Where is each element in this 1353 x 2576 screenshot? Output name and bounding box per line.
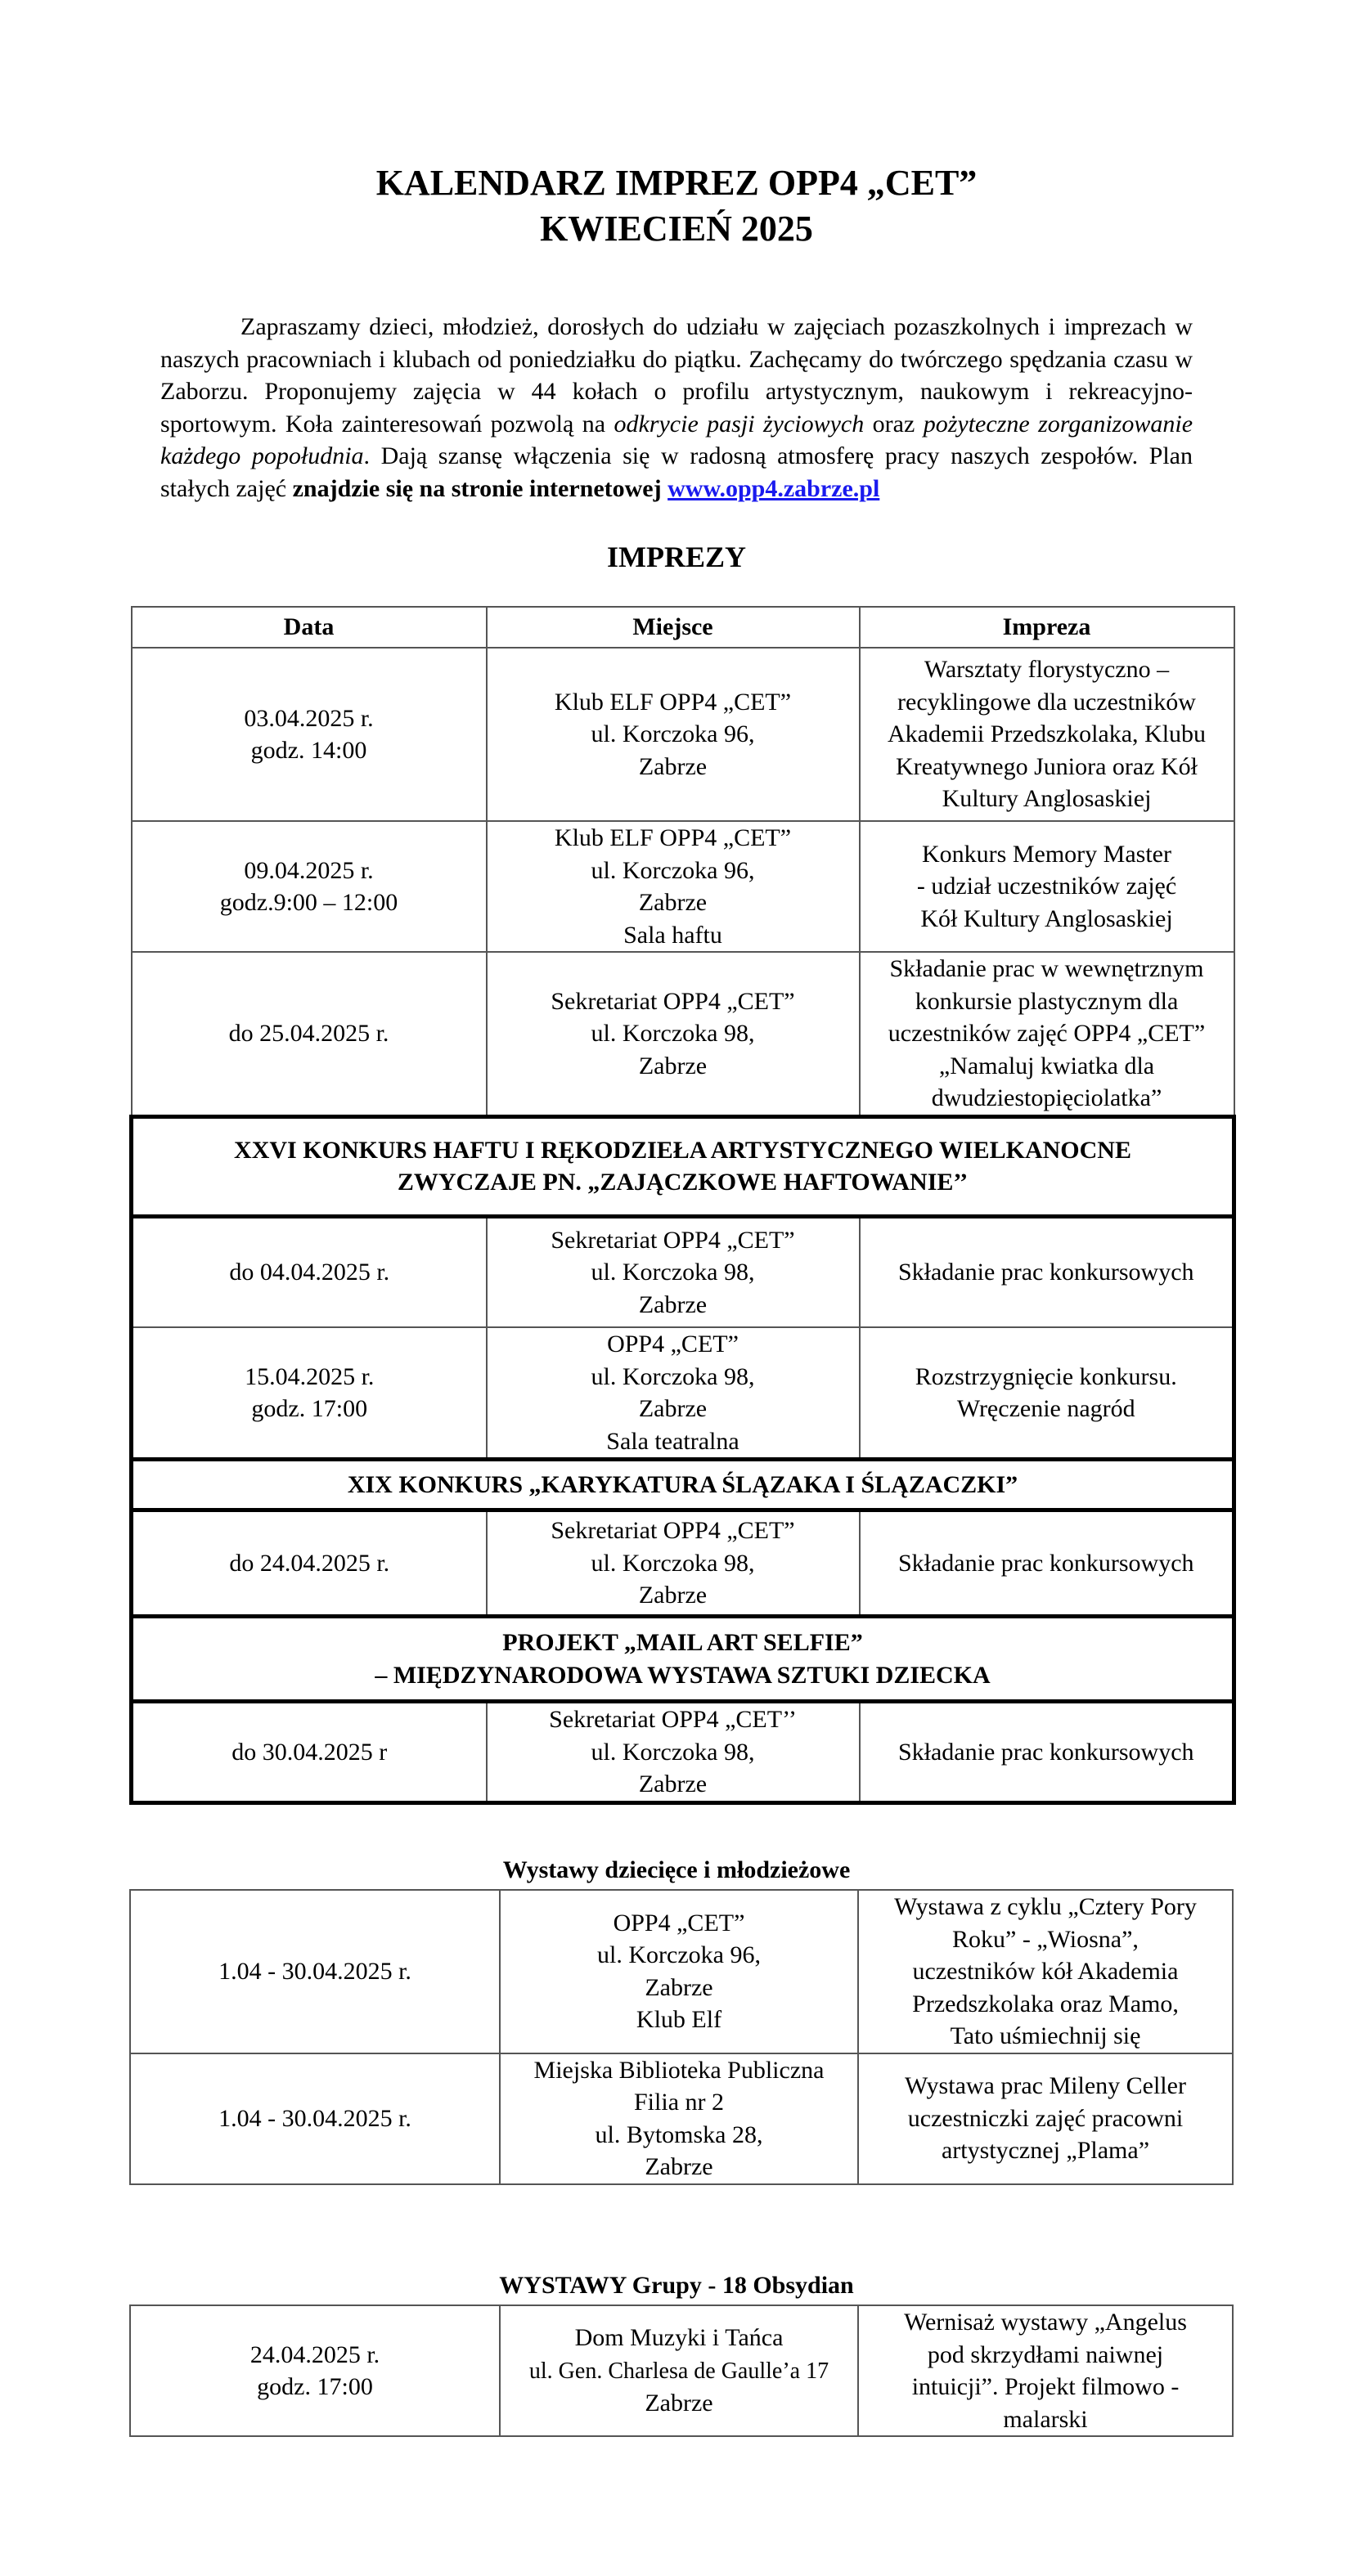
intro-space [662, 475, 668, 502]
text-line: 24.04.2025 r. [249, 2340, 380, 2368]
event-description [860, 648, 1234, 821]
table-row [132, 1510, 1234, 1617]
exhibition-date [130, 2053, 500, 2184]
text-line: Sala haftu [623, 921, 722, 949]
text-line: malarski [1003, 2405, 1088, 2433]
event-place [487, 1510, 860, 1617]
exhibition-date [130, 1890, 500, 2053]
text-line: Tato uśmiechnij się [950, 2022, 1141, 2049]
table-row [132, 1702, 1234, 1803]
table-row [132, 952, 1234, 1116]
text-line: ul. Korczoka 98, [591, 1259, 755, 1286]
event-date [132, 952, 487, 1116]
text-line: Kół Kultury Anglosaskiej [920, 904, 1173, 932]
text-line: 1.04 - 30.04.2025 r. [218, 2104, 411, 2132]
event-description [860, 1702, 1234, 1803]
text-line: ul. Korczoka 98, [591, 1020, 755, 1047]
text-line: Zabrze [638, 1290, 708, 1318]
intro-paragraph [160, 311, 1193, 505]
text-line: ul. Korczoka 98, [591, 1738, 755, 1766]
text-line: 09.04.2025 r. [244, 856, 374, 884]
text-line: Sekretariat OPP4 „CET” [551, 1226, 795, 1254]
text-line: – MIĘDZYNARODOWA WYSTAWA SZTUKI DZIECKA [375, 1661, 991, 1689]
text-line: godz. 17:00 [251, 1395, 368, 1422]
text-line: ul. Bytomska 28, [595, 2120, 763, 2148]
text-line: do 04.04.2025 r. [229, 1259, 390, 1286]
text-line: uczestniczki zajęć pracowni [907, 2104, 1184, 2132]
contest-title-row [132, 1116, 1234, 1216]
event-place [487, 952, 860, 1116]
text-line: ZWYCZAJE PN. „ZAJĄCZKOWE HAFTOWANIE’’ [397, 1169, 969, 1196]
group-exhibitions-table [129, 2304, 1234, 2437]
exhibition-description [858, 2305, 1233, 2436]
text-line: Akademii Przedszkolaka, Klubu [887, 720, 1207, 748]
event-date [132, 1327, 487, 1460]
text-line: Wręczenie nagród [956, 1395, 1135, 1422]
table-row [130, 2053, 1233, 2184]
event-description [860, 952, 1234, 1116]
contest-title-row [132, 1617, 1234, 1702]
intro-text: . Dają szansę włączenia się w radosną atmosferę pracy naszych zespołów. Plan stałych zajęć [160, 442, 1193, 502]
text-line: Kultury Anglosaskiej [942, 785, 1152, 813]
event-place [487, 1702, 860, 1803]
exhibition-description [858, 2053, 1233, 2184]
exhibitions-table [129, 1889, 1234, 2185]
text-line: Sekretariat OPP4 „CET” [551, 1517, 795, 1545]
text-line: uczestników zajęć OPP4 „CET” [888, 1020, 1206, 1047]
text-line: godz. 17:00 [257, 2373, 373, 2400]
contest-title [132, 1116, 1234, 1216]
text-line: Sala teatralna [606, 1427, 739, 1455]
table-row [132, 1327, 1234, 1460]
text-line: Filia nr 2 [634, 2089, 724, 2116]
text-line: do 24.04.2025 r. [229, 1549, 390, 1577]
text-line: Klub ELF OPP4 „CET” [554, 824, 792, 851]
text-line: intuicji”. Projekt filmowo - [911, 2373, 1180, 2400]
text-line: 03.04.2025 r. [244, 704, 374, 732]
event-date [132, 1216, 487, 1327]
text-line: konkursie plastycznym dla [915, 987, 1179, 1015]
intro-italic-text: odkrycie pasji życiowych [614, 410, 865, 438]
text-line: Roku” - „Wiosna”, [952, 1925, 1139, 1953]
group-exhibitions-heading: WYSTAWY Grupy - 18 Obsydian [499, 2272, 854, 2299]
text-line: Zabrze [645, 1973, 713, 2001]
contest-title [132, 1460, 1234, 1510]
event-date [132, 648, 487, 821]
text-line: Zabrze [638, 1395, 708, 1422]
event-place [487, 821, 860, 952]
table-row [132, 821, 1234, 952]
exhibition-date [130, 2305, 500, 2436]
text-line: godz.9:00 – 12:00 [219, 889, 398, 916]
text-line: godz. 14:00 [250, 737, 367, 764]
exhibitions-heading: Wystawy dziecięce i młodzieżowe [502, 1856, 851, 1883]
text-line: do 30.04.2025 r [231, 1738, 388, 1766]
text-line: Zabrze [645, 2390, 713, 2417]
website-link[interactable]: www.opp4.zabrze.pl [668, 474, 880, 502]
text-line: Klub Elf [636, 2006, 722, 2034]
text-line: Konkurs Memory Master [922, 840, 1171, 868]
event-place [487, 1327, 860, 1460]
text-line: Sekretariat OPP4 „CET’’ [549, 1706, 797, 1734]
text-line: uczestników kół Akademia [912, 1958, 1179, 1985]
text-line: Składanie prac konkursowych [897, 1549, 1194, 1577]
text-line: ul. Korczoka 96, [597, 1941, 761, 1969]
text-line: Wystawa prac Mileny Celler [905, 2072, 1186, 2100]
text-line: Kreatywnego Juniora oraz Kół [895, 752, 1198, 780]
text-line: Składanie prac w wewnętrznym [889, 955, 1204, 982]
table-row [130, 2305, 1233, 2436]
text-line: recyklingowe dla uczestników [897, 688, 1196, 716]
text-line: Sekretariat OPP4 „CET” [551, 987, 795, 1015]
text-line: Zabrze [638, 1052, 708, 1079]
events-table [129, 606, 1236, 1805]
text-line: ul. Gen. Charlesa de Gaulle’a 17 [528, 2358, 829, 2384]
event-date [132, 1510, 487, 1617]
intro-text: oraz [864, 410, 924, 438]
text-line: - udział uczestników zajęć [916, 873, 1177, 900]
exhibition-place [500, 1890, 858, 2053]
text-line: Składanie prac konkursowych [897, 1738, 1194, 1766]
text-line: Wernisaż wystawy „Angelus [904, 2309, 1187, 2336]
events-heading: IMPREZY [607, 541, 746, 573]
text-line: Przedszkolaka oraz Mamo, [912, 1990, 1179, 2017]
text-line: Zabrze [638, 889, 708, 916]
text-line: ul. Korczoka 96, [591, 720, 755, 748]
table-row [130, 1890, 1233, 2053]
intro-italic-text: pożyteczne zorganizowanie każdego popołudnia [160, 410, 1193, 469]
event-date [132, 1702, 487, 1803]
text-line: Składanie prac konkursowych [897, 1259, 1194, 1286]
column-header-event: Impreza [860, 607, 1234, 648]
table-row [132, 1216, 1234, 1327]
exhibition-place [500, 2305, 858, 2436]
text-line: Zabrze [638, 1582, 708, 1609]
event-date [132, 821, 487, 952]
text-line: artystycznej „Plama” [941, 2137, 1150, 2165]
intro-bold-text: znajdzie się na stronie internetowej [292, 474, 662, 502]
table-row [132, 648, 1234, 821]
text-line: ul. Korczoka 98, [591, 1362, 755, 1390]
contest-title [132, 1617, 1234, 1702]
text-line: dwudziestopięciolatka” [931, 1084, 1162, 1111]
text-line: Klub ELF OPP4 „CET” [554, 688, 792, 716]
contest-title-row [132, 1460, 1234, 1510]
text-line: XIX KONKURS „KARYKATURA ŚLĄZAKA I ŚLĄZACZKI” [347, 1470, 1018, 1498]
text-line: OPP4 „CET” [607, 1331, 739, 1358]
exhibition-description [858, 1890, 1233, 2053]
text-line: Wystawa z cyklu „Cztery Pory [894, 1893, 1197, 1920]
text-line: Zabrze [638, 752, 708, 780]
text-line: Warsztaty florystyczno – [924, 656, 1170, 684]
text-line: Rozstrzygnięcie konkursu. [915, 1362, 1177, 1390]
event-place [487, 648, 860, 821]
event-description [860, 1327, 1234, 1460]
text-line: 1.04 - 30.04.2025 r. [218, 1958, 411, 1985]
text-line: do 25.04.2025 r. [228, 1020, 389, 1047]
column-header-place: Miejsce [487, 607, 860, 648]
document-title-line1: KALENDARZ IMPREZ OPP4 „CET” [375, 163, 978, 203]
text-line: 15.04.2025 r. [245, 1362, 375, 1390]
document-title-line2: KWIECIEŃ 2025 [540, 209, 813, 249]
event-place [487, 1216, 860, 1327]
text-line: Zabrze [645, 2153, 713, 2180]
text-line: Dom Muzyki i Tańca [574, 2324, 784, 2352]
text-line: ul. Korczoka 96, [591, 856, 755, 884]
event-description [860, 1510, 1234, 1617]
text-line: pod skrzydłami naiwnej [927, 2340, 1164, 2368]
events-header-row [132, 607, 1234, 648]
text-line: XXVI KONKURS HAFTU I RĘKODZIEŁA ARTYSTYCZNEGO WIELKANOCNE [234, 1136, 1131, 1164]
exhibition-place [500, 2053, 858, 2184]
text-line: OPP4 „CET” [613, 1909, 745, 1936]
text-line: ul. Korczoka 98, [591, 1549, 755, 1577]
intro-text: Zapraszamy dzieci, młodzież, dorosłych do udziału w zajęciach pozaszkolnych i imprezach w naszych pracowniach i klubach od poniedziałku do piątku. Zachęcamy do twórczego spędzania czasu w Zaborzu. Proponujemy zajęcia w 44 kołach o profilu artystycznym, naukowym i rekreacyjno-sportowym. Koła zainteresowań pozwolą na [160, 313, 1193, 438]
event-description [860, 1216, 1234, 1327]
text-line: Zabrze [638, 1770, 708, 1798]
text-line: Miejska Biblioteka Publiczna [533, 2056, 825, 2084]
text-line: PROJEKT „MAIL ART SELFIE” [502, 1629, 863, 1656]
text-line: „Namaluj kwiatka dla [938, 1052, 1155, 1079]
event-description [860, 821, 1234, 952]
column-header-date: Data [132, 607, 487, 648]
